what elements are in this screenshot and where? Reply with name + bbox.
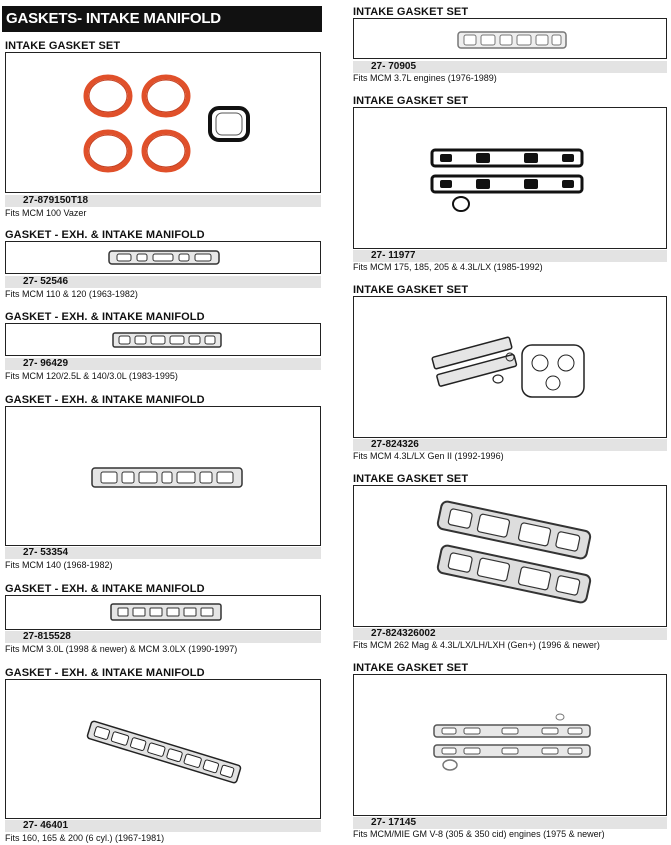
fitment-text: Fits MCM 120/2.5L & 140/3.0L (1983-1995): [5, 371, 178, 381]
part-number: 27-879150T18: [5, 195, 321, 207]
intake-gasket-set-icon: [354, 486, 666, 626]
product-card[interactable]: [5, 311, 321, 386]
product-card[interactable]: [5, 40, 321, 220]
part-number: 27- 17145: [353, 817, 667, 829]
product-image-frame[interactable]: [5, 323, 321, 356]
product-title: INTAKE GASKET SET: [353, 284, 469, 296]
product-image-frame[interactable]: [5, 679, 321, 819]
part-number: 27- 52546: [5, 276, 321, 288]
product-title: GASKET - EXH. & INTAKE MANIFOLD: [5, 311, 205, 323]
product-image-frame[interactable]: [5, 406, 321, 546]
fitment-text: Fits MCM 3.0L (1998 & newer) & MCM 3.0LX (1990-1997): [5, 644, 238, 654]
manifold-gasket-icon: [6, 596, 320, 629]
product-image-frame[interactable]: [353, 674, 667, 816]
product-image-frame[interactable]: [353, 296, 667, 438]
product-image-frame[interactable]: [5, 52, 321, 193]
product-card[interactable]: [353, 284, 667, 466]
fitment-text: Fits MCM 110 & 120 (1963-1982): [5, 289, 138, 299]
manifold-gasket-icon: [6, 680, 320, 818]
part-number: 27-824326: [353, 439, 667, 451]
part-number: 27- 96429: [5, 358, 321, 370]
product-title: INTAKE GASKET SET: [353, 6, 469, 18]
fitment-text: Fits MCM 262 Mag & 4.3L/LX/LH/LXH (Gen+) (1996 & newer): [353, 640, 600, 650]
manifold-gasket-icon: [6, 407, 320, 545]
fitment-text: Fits 160, 165 & 200 (6 cyl.) (1967-1981): [5, 833, 165, 843]
product-card[interactable]: [5, 229, 321, 304]
product-image-frame[interactable]: [353, 107, 667, 249]
product-title: GASKET - EXH. & INTAKE MANIFOLD: [5, 583, 205, 595]
intake-gasket-set-icon: [354, 297, 666, 437]
product-image-frame[interactable]: [5, 595, 321, 630]
product-card[interactable]: [5, 583, 321, 659]
part-number: 27- 46401: [5, 820, 321, 832]
product-card[interactable]: [5, 667, 321, 845]
fitment-text: Fits MCM 3.7L engines (1976-1989): [353, 73, 497, 83]
manifold-gasket-icon: [6, 324, 320, 355]
intake-gasket-icon: [354, 19, 666, 58]
product-card[interactable]: [353, 662, 667, 844]
part-number: 27- 70905: [353, 61, 667, 73]
product-card[interactable]: [353, 473, 667, 655]
product-title: INTAKE GASKET SET: [353, 95, 469, 107]
intake-gasket-set-icon: [354, 675, 666, 815]
fitment-text: Fits MCM 175, 185, 205 & 4.3L/LX (1985-1992): [353, 262, 543, 272]
product-title: GASKET - EXH. & INTAKE MANIFOLD: [5, 229, 205, 241]
part-number: 27-824326002: [353, 628, 667, 640]
o-ring-gasket-set-icon: [6, 53, 320, 192]
manifold-gasket-icon: [6, 242, 320, 273]
product-title: GASKET - EXH. & INTAKE MANIFOLD: [5, 667, 205, 679]
product-title: GASKET - EXH. & INTAKE MANIFOLD: [5, 394, 205, 406]
fitment-text: Fits MCM 4.3L/LX Gen II (1992-1996): [353, 451, 504, 461]
intake-gasket-set-icon: [354, 108, 666, 248]
page-banner: GASKETS- INTAKE MANIFOLD: [2, 6, 322, 32]
product-card[interactable]: [353, 95, 667, 277]
fitment-text: Fits MCM/MIE GM V-8 (305 & 350 cid) engines (1975 & newer): [353, 829, 605, 839]
product-image-frame[interactable]: [353, 485, 667, 627]
product-card[interactable]: [353, 6, 667, 86]
product-title: INTAKE GASKET SET: [353, 473, 469, 485]
product-image-frame[interactable]: [353, 18, 667, 59]
part-number: 27- 53354: [5, 547, 321, 559]
product-title: INTAKE GASKET SET: [353, 662, 469, 674]
product-card[interactable]: [5, 394, 321, 574]
fitment-text: Fits MCM 100 Vazer: [5, 208, 87, 218]
product-title: INTAKE GASKET SET: [5, 40, 121, 52]
part-number: 27-815528: [5, 631, 321, 643]
product-image-frame[interactable]: [5, 241, 321, 274]
part-number: 27- 11977: [353, 250, 667, 262]
fitment-text: Fits MCM 140 (1968-1982): [5, 560, 113, 570]
